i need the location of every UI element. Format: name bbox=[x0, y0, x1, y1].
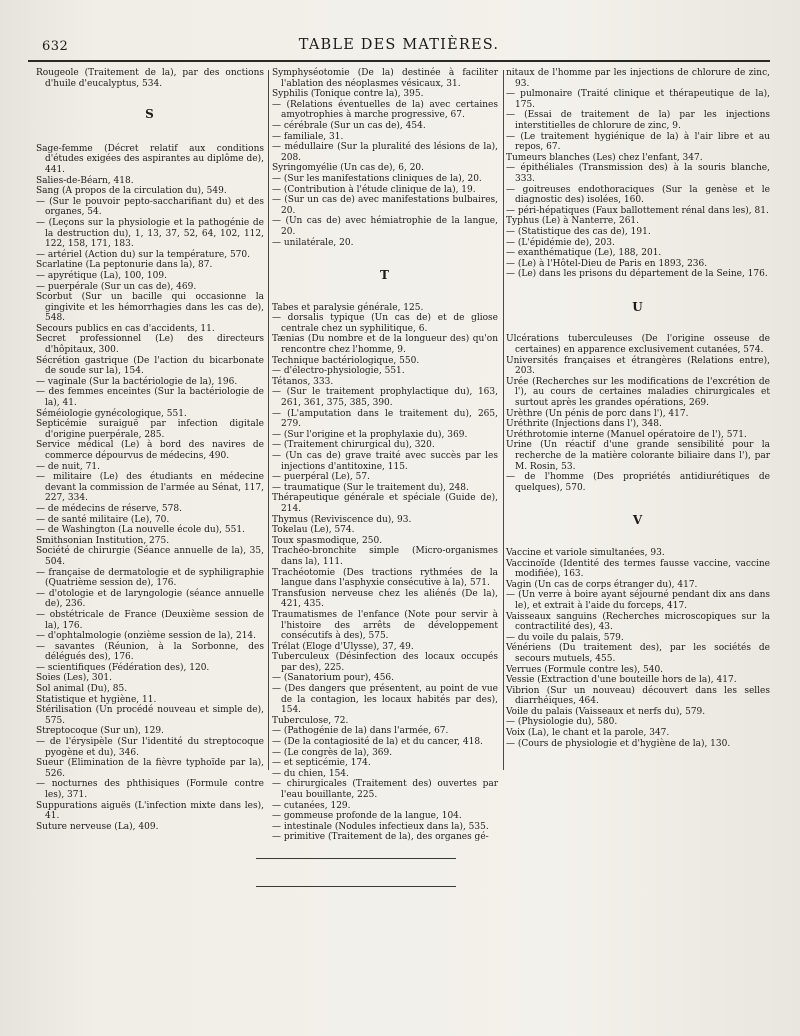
index-entry: — du voile du palais, 579. bbox=[506, 632, 624, 643]
index-entry: Sécrétion gastrique (De l'action du bicarbonate de soude sur la), 154. bbox=[36, 355, 264, 377]
index-entry: — d'ophtalmologie (onzième session de la), 214. bbox=[36, 631, 257, 642]
index-entry: Transfusion nerveuse chez les aliénés (De la), 421, 435. bbox=[272, 588, 498, 610]
index-entry: — traumatique (Sur le traitement du), 248. bbox=[272, 482, 469, 493]
index-entry: — (Sanatorium pour), 456. bbox=[272, 673, 395, 684]
index-entry: — (Essai de traitement de la) par les injections interstitielles de chlorure de zinc, 9. bbox=[506, 110, 770, 131]
index-entry: — d'otologie et de laryngologie (séance annuelle de), 236. bbox=[36, 588, 264, 610]
index-entry: — nocturnes des phthisiques (Formule contre les), 371. bbox=[36, 779, 264, 800]
index-entry: — cérébrale (Sur un cas de), 454. bbox=[272, 120, 426, 131]
index-entry: Tokelau (Le), 574. bbox=[272, 525, 355, 536]
column-2-top-entries bbox=[272, 68, 498, 248]
index-entry: — (Le congrès de la), 369. bbox=[272, 747, 393, 758]
index-entry: Trachéotomie (Des tractions rythmées de la langue dans l'asphyxie consécutive à la), 571. bbox=[272, 567, 498, 589]
index-entry: Ulcérations tuberculeuses (De l'origine osseuse de certaines) en apparence exclusivement cutanées, 574. bbox=[506, 334, 770, 356]
column-3-top-entries bbox=[506, 68, 770, 280]
index-entry: Thymus (Reviviscence du), 93. bbox=[272, 514, 412, 525]
end-rule-2 bbox=[256, 886, 456, 887]
index-entry: Rougeole (Traitement de la), par des onctions d'huile d'eucalyptus, 534. bbox=[36, 68, 264, 89]
index-entry: Symphyséotomie (De la) destinée à faciliter l'ablation des néoplasmes vésicaux, 31. bbox=[272, 68, 498, 89]
index-entry: — (Sur le traitement prophylactique du), 163, 261, 361, 375, 385, 390. bbox=[272, 387, 498, 409]
index-entry: Syringomyélie (Un cas de), 6, 20. bbox=[272, 163, 425, 174]
index-entry: Trélat (Eloge d'Ulysse), 37, 49. bbox=[272, 641, 414, 652]
index-entry: Sang (A propos de la circulation du), 549. bbox=[36, 186, 227, 197]
index-entry: — cutanées, 129. bbox=[272, 800, 351, 811]
index-entry: Soies (Les), 301. bbox=[36, 673, 112, 684]
index-entry: — artériel (Action du) sur la température, 570. bbox=[36, 249, 250, 260]
index-entry: Trachéo-bronchite simple (Micro-organismes dans la), 111. bbox=[272, 546, 498, 567]
index-entry: Société de chirurgie (Séance annuelle de la), 35, 504. bbox=[36, 546, 264, 567]
running-title: TABLE DES MATIÈRES. bbox=[298, 37, 500, 53]
index-entry: Stérilisation (Un procédé nouveau et simple de), 575. bbox=[36, 705, 264, 726]
index-entry: — de nuit, 71. bbox=[36, 461, 100, 472]
index-entry: Tuberculose, 72. bbox=[272, 715, 349, 726]
index-entry: Scarlatine (La peptonurie dans la), 87. bbox=[36, 260, 213, 271]
index-entry: Septicémie suraiguë par infection digitale d'origine puerpérale, 285. bbox=[36, 419, 264, 440]
index-entry: Urée (Recherches sur les modifications de l'excrétion de l'), au cours de certaines maladies chirurgicales et surtout après les grandes opérations, 269. bbox=[506, 376, 770, 409]
index-entry: — (Pathogénie de la) dans l'armée, 67. bbox=[272, 726, 449, 737]
index-entry: Séméiologie gynécologique, 551. bbox=[36, 408, 187, 419]
column-1-top-entries bbox=[36, 68, 264, 89]
page-header bbox=[28, 30, 770, 62]
index-entry: — épithéliales (Transmission des) à la souris blanche, 333. bbox=[506, 163, 770, 184]
index-entry: — chirurgicales (Traitement des) ouvertes par l'eau bouillante, 225. bbox=[272, 779, 498, 800]
index-entry: Urèthre (Un pénis de porc dans l'), 417. bbox=[506, 408, 689, 419]
index-entry: — de l'homme (Des propriétés antidiurétiques de quelques), 570. bbox=[506, 472, 770, 493]
index-entry: — (Statistique des cas de), 191. bbox=[506, 226, 651, 237]
index-entry: — du chien, 154. bbox=[272, 768, 349, 779]
index-columns bbox=[36, 68, 772, 843]
index-entry: Scorbut (Sur un bacille qui occasionne la gingivite et les hémorrhagies dans les cas de), 548. bbox=[36, 292, 264, 324]
index-entry: Smithsonian Institution, 275. bbox=[36, 535, 170, 546]
index-entry: — savantes (Réunion, à la Sorbonne, des délégués des), 176. bbox=[36, 641, 264, 663]
index-entry: — intestinale (Nodules infectieux dans la), 535. bbox=[272, 821, 489, 832]
index-entry: — apyrétique (La), 100, 109. bbox=[36, 270, 167, 281]
index-entry: Syphilis (Tonique contre la), 395. bbox=[272, 89, 424, 100]
index-entry: Typhus (Le) à Nanterre, 261. bbox=[506, 216, 640, 227]
index-entry: Uréthrite (Injections dans l'), 348. bbox=[506, 419, 662, 430]
index-entry: — (Leçons sur la physiologie et la pathogénie de la destruction du), 1, 13, 37, 52, 64, 102, 112, 122, 158, 171, 183. bbox=[36, 217, 264, 250]
index-entry: Tumeurs blanches (Les) chez l'enfant, 347. bbox=[506, 152, 703, 163]
index-entry: Tétanos, 333. bbox=[272, 376, 334, 387]
column-divider-2 bbox=[503, 70, 504, 770]
index-entry: — (Des dangers que présentent, au point de vue de la contagion, les locaux habités par des), 154. bbox=[272, 684, 498, 716]
index-entry: Uréthrotomie interne (Manuel opératoire de l'), 571. bbox=[506, 429, 747, 440]
index-entry: — (Sur le pouvoir pepto-saccharifiant du) et des organes, 54. bbox=[36, 196, 264, 218]
index-column-3 bbox=[506, 68, 770, 768]
index-entry: — dorsalis typique (Un cas de) et de gliose centrale chez un syphilitique, 6. bbox=[272, 313, 498, 334]
section-letter-u: U bbox=[632, 299, 644, 314]
index-entry: — française de dermatologie et de syphiligraphie (Quatrième session de), 176. bbox=[36, 567, 264, 589]
index-entry: Voix (La), le chant et la parole, 347. bbox=[506, 728, 670, 739]
index-entry: — gommeuse profonde de la langue, 104. bbox=[272, 811, 462, 822]
index-entry: — (Un cas de) avec hémiatrophie de la langue, 20. bbox=[272, 216, 498, 237]
index-entry: Streptocoque (Sur un), 129. bbox=[36, 726, 164, 737]
index-entry: Sage-femme (Décret relatif aux conditions d'études exigées des aspirantes au diplôme de), 441. bbox=[36, 143, 264, 175]
index-entry: Voile du palais (Vaisseaux et nerfs du), 579. bbox=[506, 706, 706, 717]
index-entry: — (Le) dans les prisons du département de la Seine, 176. bbox=[506, 269, 768, 280]
index-entry: Vaccine et variole simultanées, 93. bbox=[506, 547, 665, 558]
index-entry: — (L'épidémie de), 203. bbox=[506, 237, 615, 248]
index-entry: Traumatismes de l'enfance (Note pour servir à l'histoire des arrêts de développement consécutifs à des), 575. bbox=[272, 609, 498, 642]
index-entry: — péri-hépatiques (Faux ballottement rénal dans les), 81. bbox=[506, 205, 769, 216]
index-entry: — (Sur un cas de) avec manifestations bulbaires, 20. bbox=[272, 195, 498, 216]
index-entry: — puerpéral (Le), 57. bbox=[272, 472, 370, 483]
page-number: 632 bbox=[42, 39, 69, 54]
index-column-2 bbox=[272, 68, 498, 843]
index-entry: — (Le) à l'Hôtel-Dieu de Paris en 1893, 236. bbox=[506, 258, 708, 269]
index-entry: Vagin (Un cas de corps étranger du), 417. bbox=[506, 579, 698, 590]
index-entry: — exanthématique (Le), 188, 201. bbox=[506, 248, 662, 259]
index-entry: — puerpérale (Sur un cas de), 469. bbox=[36, 281, 197, 292]
index-entry: Verrues (Formule contre les), 540. bbox=[506, 664, 664, 675]
index-entry: Sueur (Elimination de la fièvre typhoïde par la), 526. bbox=[36, 758, 264, 779]
index-entry: Technique bactériologique, 550. bbox=[272, 355, 420, 366]
index-entry: — de l'érysipèle (Sur l'identité du streptocoque pyogène et du), 346. bbox=[36, 737, 264, 758]
index-entry: Vessie (Extraction d'une bouteille hors de la), 417. bbox=[506, 675, 737, 686]
index-entry: — de médecins de réserve, 578. bbox=[36, 503, 182, 514]
index-entry: Thérapeutique générale et spéciale (Guide de), 214. bbox=[272, 493, 498, 514]
index-entry: — de Washington (La nouvelle école du), 551. bbox=[36, 525, 245, 536]
index-entry: — (Le traitement hygiénique de la) à l'air libre et au repos, 67. bbox=[506, 131, 770, 153]
index-entry: — goitreuses endothoraciques (Sur la genèse et le diagnostic des) isolées, 160. bbox=[506, 184, 770, 206]
column-3-entries-2 bbox=[506, 548, 770, 749]
index-entry: Vaccinoïde (Identité des termes fausse vaccine, vaccine modifiée), 163. bbox=[506, 558, 770, 580]
index-entry: — et septicémie, 174. bbox=[272, 758, 371, 769]
index-entry: Suture nerveuse (La), 409. bbox=[36, 821, 159, 832]
index-entry: — primitive (Traitement de la), des organes gé- bbox=[272, 832, 489, 843]
index-entry: Secret professionnel (Le) des directeurs d'hôpitaux, 300. bbox=[36, 334, 264, 356]
index-entry: Vénériens (Du traitement des), par les sociétés de secours mutuels, 455. bbox=[506, 643, 770, 664]
index-entry: — d'électro-physiologie, 551. bbox=[272, 366, 405, 377]
index-entry: Statistique et hygiène, 11. bbox=[36, 694, 157, 705]
index-entry: Tabes et paralysie générale, 125. bbox=[272, 302, 424, 313]
index-entry: Salies-de-Béarn, 418. bbox=[36, 175, 134, 186]
index-entry: Secours publics en cas d'accidents, 11. bbox=[36, 323, 215, 334]
index-entry: — pulmonaire (Traité clinique et thérapeutique de la), 175. bbox=[506, 89, 770, 110]
index-entry: — (Sur l'origine et la prophylaxie du), 369. bbox=[272, 429, 468, 440]
section-letter-v: V bbox=[632, 513, 644, 528]
index-entry: — obstétricale de France (Deuxième session de la), 176. bbox=[36, 609, 264, 631]
end-rule-1 bbox=[256, 858, 456, 859]
column-3-entries bbox=[506, 334, 770, 493]
index-entry: — (De la contagiosité de la) et du cancer, 418. bbox=[272, 737, 483, 748]
index-entry: — militaire (Le) des étudiants en médecine devant la commission de l'armée au Sénat, 117, 227, 334. bbox=[36, 472, 264, 504]
index-entry: Tænias (Du nombre et de la longueur des) qu'on rencontre chez l'homme, 9. bbox=[272, 334, 498, 356]
index-entry: — de santé militaire (Le), 70. bbox=[36, 514, 170, 525]
index-entry: Sol animal (Du), 85. bbox=[36, 684, 128, 695]
index-entry: Vaisseaux sanguins (Recherches microscopiques sur la contractilité des), 43. bbox=[506, 611, 770, 633]
index-entry: — (Relations éventuelles de la) avec certaines amyotrophies à marche progressive, 67. bbox=[272, 99, 498, 121]
section-letter-t: T bbox=[380, 268, 390, 283]
index-entry: — scientifiques (Fédération des), 120. bbox=[36, 662, 210, 673]
index-entry: — unilatérale, 20. bbox=[272, 237, 354, 248]
index-entry: — médullaire (Sur la pluralité des lésions de la), 208. bbox=[272, 142, 498, 163]
index-entry: — (Physiologie du), 580. bbox=[506, 717, 618, 728]
index-entry: — vaginale (Sur la bactériologie de la), 196. bbox=[36, 376, 238, 387]
column-1-entries bbox=[36, 144, 264, 833]
column-divider-1 bbox=[268, 70, 269, 770]
index-entry: — (Sur les manifestations cliniques de la), 20. bbox=[272, 173, 482, 184]
section-letter-s: S bbox=[145, 107, 155, 122]
index-entry: — (Contribution à l'étude clinique de la), 19. bbox=[272, 184, 476, 195]
index-entry: — familiale, 31. bbox=[272, 131, 344, 142]
index-entry: Suppurations aiguës (L'infection mixte dans les), 41. bbox=[36, 800, 264, 822]
index-entry: Vibrion (Sur un nouveau) découvert dans les selles diarrhéiques, 464. bbox=[506, 685, 770, 707]
index-column-1 bbox=[36, 68, 264, 832]
index-entry: — (Un verre à boire ayant séjourné pendant dix ans dans le), et extrait à l'aide du forceps, 417. bbox=[506, 590, 770, 611]
column-2-entries bbox=[272, 303, 498, 843]
index-entry: Service médical (Le) à bord des navires de commerce dépourvus de médecins, 490. bbox=[36, 440, 264, 461]
index-entry: — (Traitement chirurgical du), 320. bbox=[272, 440, 435, 451]
index-entry: — (Un cas de) grave traité avec succès par les injections d'antitoxine, 115. bbox=[272, 451, 498, 472]
index-entry: Tuberculeux (Désinfection des locaux occupés par des), 225. bbox=[272, 652, 498, 673]
index-entry: Universités françaises et étrangères (Relations entre), 203. bbox=[506, 355, 770, 377]
index-entry: Urine (Un réactif d'une grande sensibilité pour la recherche de la matière colorante biliaire dans l'), par M. Rosin, 53. bbox=[506, 440, 770, 472]
index-entry: — des femmes enceintes (Sur la bactériologie de la), 41. bbox=[36, 387, 264, 409]
index-entry: — (L'amputation dans le traitement du), 265, 279. bbox=[272, 408, 498, 430]
index-entry: — (Cours de physiologie et d'hygiène de la), 130. bbox=[506, 738, 731, 749]
index-entry: nitaux de l'homme par les injections de chlorure de zinc, 93. bbox=[506, 68, 770, 89]
index-entry: Toux spasmodique, 250. bbox=[272, 535, 383, 546]
